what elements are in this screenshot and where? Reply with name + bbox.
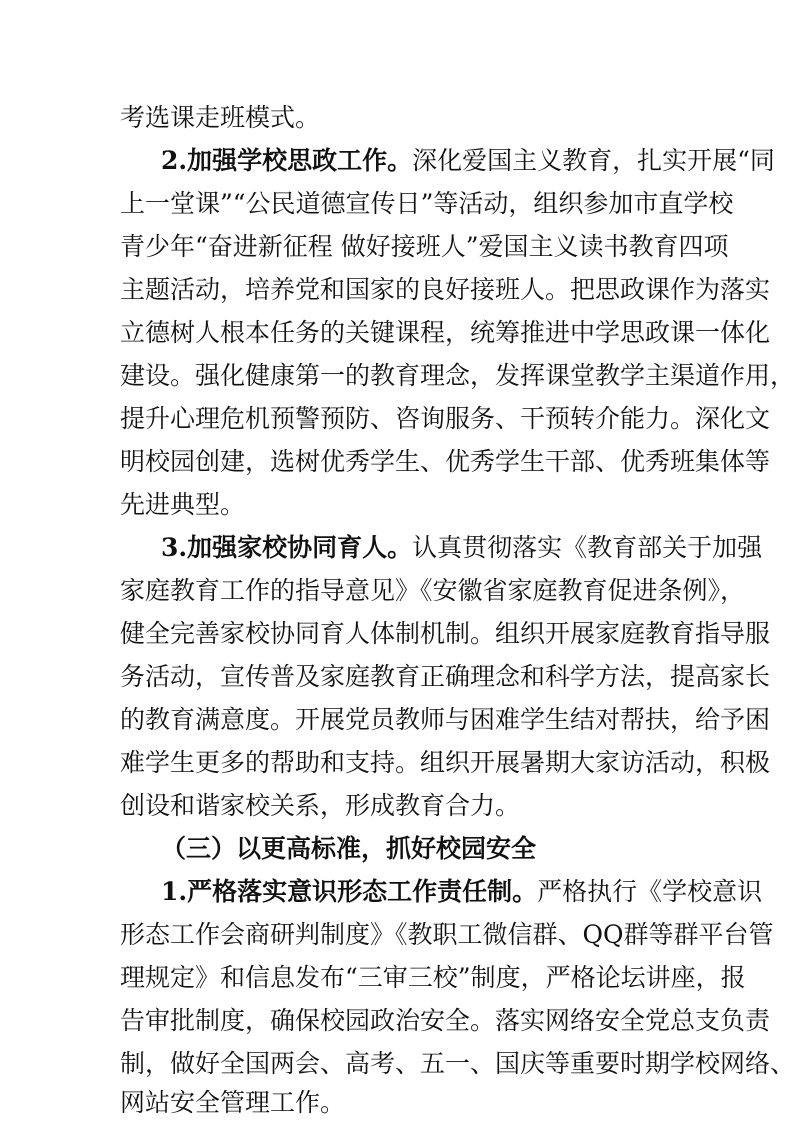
line-text: 的教育满意度。开展党员教师与困难学生结对帮扶，给予困 <box>120 705 771 734</box>
paragraph-line <box>120 615 771 653</box>
section-heading-text: （三）以更高标准，抓好校园安全 <box>161 834 537 863</box>
paragraph-line <box>120 658 771 696</box>
line-text: 深化爱国主义教育，扎实开展“同 <box>412 146 775 175</box>
paragraph-heading-line <box>161 529 763 567</box>
line-text: 难学生更多的帮助和支持。组织开展暑期大家访活动，积极 <box>120 748 771 777</box>
item-heading: 3.加强家校协同育人。 <box>161 533 413 562</box>
paragraph-line <box>120 271 771 309</box>
section-heading <box>161 830 721 868</box>
line-text: 创设和谐家校关系，形成教育合力。 <box>120 791 521 820</box>
paragraph-line <box>120 314 771 352</box>
paragraph-line <box>120 787 680 825</box>
line-text: 明校园创建，选树优秀学生、优秀学生干部、优秀班集体等 <box>120 447 771 476</box>
line-text: 先进典型。 <box>120 490 246 519</box>
paragraph-line <box>120 1002 771 1040</box>
line-text: 认真贯彻落实《教育部关于加强 <box>412 533 763 562</box>
paragraph-line <box>120 228 729 266</box>
paragraph-line <box>120 959 746 997</box>
line-text: 考选课走班模式。 <box>120 103 321 132</box>
line-text: 主题活动，培养党和国家的良好接班人。把思政课作为落实 <box>120 275 771 304</box>
paragraph-line <box>120 443 771 481</box>
line-text: 理规定》和信息发布“三审三校”制度，严格论坛讲座，报 <box>120 963 746 992</box>
paragraph-line <box>120 572 746 610</box>
line-text: 网站安全管理工作。 <box>120 1088 346 1117</box>
line-text: 家庭教育工作的指导意见》《安徽省家庭教育促进条例》， <box>120 576 746 605</box>
paragraph-line <box>120 185 734 223</box>
paragraph-heading-line <box>161 142 775 180</box>
paragraph-line <box>120 744 771 782</box>
paragraph-line <box>120 486 680 524</box>
paragraph-heading-line <box>161 873 763 911</box>
paragraph-line <box>120 400 771 438</box>
paragraph-line <box>120 916 774 954</box>
item-heading: 2.加强学校思政工作。 <box>161 146 413 175</box>
line-text: 上一堂课”“公民道德宣传日”等活动，组织参加市直学校 <box>120 189 734 218</box>
line-text: 建设。强化健康第一的教育理念，发挥课堂教学主渠道作用， <box>120 361 795 390</box>
line-text: 严格执行《学校意识 <box>537 877 763 906</box>
line-text: 立德树人根本任务的关键课程，统筹推进中学思政课一体化 <box>120 318 771 347</box>
paragraph-line <box>120 1045 795 1083</box>
item-heading: 1.严格落实意识形态工作责任制。 <box>161 877 538 906</box>
paragraph-line <box>120 1084 680 1122</box>
line-text: 提升心理危机预警预防、咨询服务、干预转介能力。深化文 <box>120 404 771 433</box>
paragraph-line <box>120 99 680 137</box>
line-text: 告审批制度，确保校园政治安全。落实网络安全党总支负责 <box>120 1006 771 1035</box>
paragraph-line <box>120 701 771 739</box>
line-text: 制，做好全国两会、高考、五一、国庆等重要时期学校网络、 <box>120 1049 795 1078</box>
line-text: 健全完善家校协同育人体制机制。组织开展家庭教育指导服 <box>120 619 771 648</box>
paragraph-line <box>120 357 795 395</box>
line-text: 务活动，宣传普及家庭教育正确理念和科学方法，提高家长 <box>120 662 771 691</box>
line-text: 形态工作会商研判制度》《教职工微信群、QQ群等群平台管 <box>120 920 774 949</box>
line-text: 青少年“奋进新征程 做好接班人”爱国主义读书教育四项 <box>120 232 729 261</box>
